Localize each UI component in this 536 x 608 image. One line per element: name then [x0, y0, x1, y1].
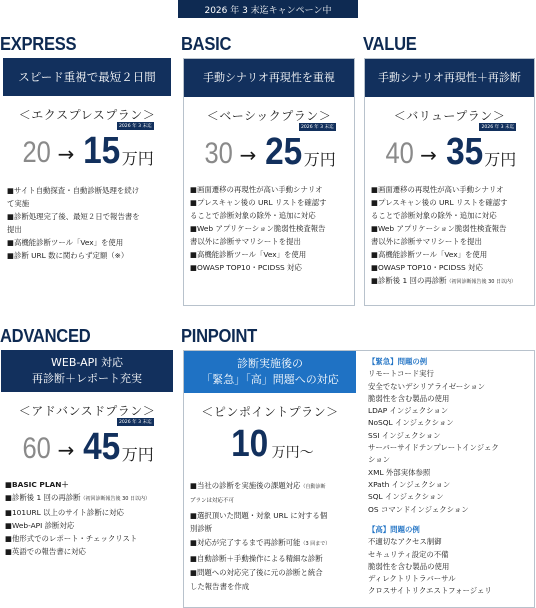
example-item: 安全でないデシリアライゼーション — [368, 381, 486, 391]
plan-card — [364, 58, 535, 306]
example-item: SQL インジェクション — [368, 492, 444, 502]
banner-line: 手動シナリオ再現性＋再診断 — [378, 71, 521, 85]
example-item: ディレクトリトラバーサル — [368, 574, 456, 584]
example-item: クロスサイトリクエストフォージェリ — [368, 586, 492, 596]
plan-name: BASIC — [181, 34, 232, 54]
new-price: 25 — [265, 131, 303, 173]
feature-item: ■高機能診断ツール「Vex」を使用 — [190, 250, 307, 259]
banner-line: スピード重視で最短２日間 — [18, 69, 156, 84]
plan-card — [1, 350, 173, 608]
banner-line: 診断実施後の — [237, 357, 303, 371]
feature-item: ることで診断対象の除外・追加に対応 — [371, 211, 497, 220]
plan-label: ＜ベーシックプラン＞ — [206, 109, 332, 123]
price-row — [184, 423, 356, 465]
example-item: LDAP インジェクション — [368, 406, 449, 416]
example-item: サーバーサイドテンプレートインジェク — [368, 443, 499, 453]
feature-text: ■対応が完了するまで再診断可能 — [190, 538, 301, 548]
feature-note: （初回診断報告後 30 日以内） — [80, 496, 151, 502]
banner-line: WEB-API 対応 — [51, 356, 123, 370]
feature-note: （自動診断 — [300, 484, 326, 490]
new-price: 45 — [83, 426, 121, 468]
feature-item: ■プレスキャン後の URL リストを確認す — [190, 198, 327, 207]
example-item: OS コマンドインジェクション — [368, 504, 469, 514]
feature-list — [7, 184, 140, 262]
feature-item: ■BASIC PLAN＋ — [5, 480, 69, 489]
plan-banner — [1, 350, 173, 392]
example-item: リモートコード実行 — [368, 369, 434, 379]
feature-item: ■英語での報告書に対応 — [5, 547, 86, 556]
plan-express — [0, 34, 174, 306]
plan-name: ADVANCED — [0, 326, 91, 346]
plan-value — [363, 34, 536, 306]
feature-item: ■自動診断＋手動操作による精細な診断 — [190, 553, 323, 563]
price-row — [1, 420, 173, 468]
example-item: 脆弱性を含む製品の使用 — [368, 393, 450, 403]
plan-card — [3, 58, 171, 306]
example-item: NoSQL インジェクション — [368, 418, 454, 428]
new-price-group — [441, 125, 517, 173]
price-unit: 万円～ — [271, 445, 314, 462]
feature-item: ■サイト自動探査・自動診断処理を続け — [7, 186, 140, 195]
feature-item — [190, 536, 356, 552]
feature-item: ることで診断対象の除外・追加に対応 — [190, 211, 316, 220]
banner-line: 「緊急」「高」問題への対応 — [201, 373, 339, 386]
banner-line: 再診断＋レポート充実 — [32, 372, 142, 385]
campaign-badge: 2026 年 3 末迄 — [300, 125, 334, 130]
new-price-group — [260, 125, 336, 173]
feature-item: 別診断 — [190, 524, 213, 534]
plan-name: EXPRESS — [0, 34, 77, 54]
feature-item: ■高機能診断ツール「Vex」を使用 — [7, 238, 124, 247]
feature-list — [371, 183, 516, 289]
feature-note: （初回診断報告後 30 日以内） — [446, 279, 517, 285]
plan-banner — [365, 59, 534, 97]
campaign-badge: 2026 年 3 末迄 — [481, 125, 515, 130]
example-item: セキュリティ設定の不備 — [368, 549, 449, 559]
old-price: 30 — [204, 137, 234, 171]
feature-item: ■画面遷移の再現性が高い手動シナリオ — [190, 185, 323, 194]
feature-item: プランは対応不可 — [190, 497, 235, 504]
plan-banner — [184, 351, 356, 393]
plan-label: ＜バリュープラン＞ — [393, 109, 506, 123]
feature-item: ■プレスキャン後の URL リストを確認す — [371, 198, 508, 207]
new-price: 15 — [83, 130, 121, 172]
feature-item: ■OWASP TOP10・PCIDSS 対応 — [371, 263, 483, 272]
campaign-badge: 2026 年 3 末迄 — [118, 420, 152, 425]
price-unit: 万円 — [303, 150, 336, 170]
arrow-icon: → — [239, 143, 257, 168]
price-unit: 万円 — [484, 150, 517, 170]
feature-item — [371, 274, 516, 289]
new-price-group — [78, 420, 154, 468]
example-item: XPath インジェクション — [368, 479, 451, 489]
arrow-icon: → — [57, 142, 75, 167]
urgent-examples — [368, 356, 499, 516]
feature-item: 提出 — [7, 225, 22, 234]
price-row — [184, 125, 354, 173]
feature-list — [5, 478, 150, 558]
feature-note: （3 回まで） — [300, 541, 331, 548]
feature-item: した報告書を作成 — [190, 581, 250, 591]
feature-item: ■画面遷移の再現性が高い手動シナリオ — [371, 185, 504, 194]
plan-label: ＜エクスプレスプラン＞ — [18, 108, 156, 122]
price-unit: 万円 — [121, 149, 154, 169]
high-heading: 【高】問題の例 — [368, 525, 420, 534]
feature-item — [190, 479, 356, 495]
campaign-banner: 2026 年 3 末迄キャンペーン中 — [178, 0, 358, 18]
plan-label: ＜ピンポイントプラン＞ — [201, 405, 339, 419]
plan-banner — [3, 58, 171, 96]
feature-text: ■診断後 1 回の再診断 — [5, 493, 81, 502]
old-price: 60 — [22, 432, 52, 466]
feature-text: ■診断後 1 回の再診断 — [371, 276, 447, 285]
feature-item: ■Web アプリケーション脆弱性検査報告 — [190, 224, 326, 233]
new-price: 35 — [445, 131, 484, 173]
feature-item: ■Web-API 診断対応 — [5, 521, 75, 530]
plan-label: ＜アドバンスドプラン＞ — [18, 404, 156, 418]
arrow-icon: → — [420, 143, 437, 168]
new-price-group — [78, 124, 154, 172]
example-item: SSI インジェクション — [368, 430, 441, 440]
feature-item: ■101URL 以上のサイト診断に対応 — [5, 508, 124, 517]
example-item: ション — [368, 455, 391, 465]
example-item: 脆弱性を含む製品の使用 — [368, 561, 450, 571]
example-item: XML 外部実体参照 — [368, 467, 431, 477]
old-price: 20 — [22, 136, 52, 170]
plan-banner — [184, 59, 354, 97]
plan-name: VALUE — [363, 34, 417, 54]
price-row — [365, 125, 534, 173]
feature-list — [190, 479, 356, 593]
old-price: 40 — [385, 137, 414, 171]
campaign-badge: 2026 年 3 末迄 — [118, 124, 152, 129]
price-row — [3, 124, 171, 172]
example-item: 不適切なアクセス制御 — [368, 537, 442, 547]
arrow-icon: → — [57, 438, 75, 463]
feature-item: ■選択頂いた問題・対象 URL に対する個 — [190, 510, 328, 520]
high-examples — [368, 524, 492, 598]
feature-item: 書以外に診断サマリシートを提出 — [190, 237, 301, 246]
price-unit: 万円 — [121, 445, 154, 465]
urgent-heading: 【緊急】問題の例 — [368, 357, 428, 366]
feature-item: ■診断 URL 数に関わらず定額（※） — [7, 251, 129, 260]
plan-advanced — [0, 326, 174, 608]
feature-item: ■問題への対応完了後に元の診断と統合 — [190, 567, 323, 577]
feature-item: ■OWASP TOP10・PCIDSS 対応 — [190, 263, 302, 272]
feature-list — [190, 183, 327, 274]
feature-item: て実施 — [7, 199, 30, 208]
plan-card — [183, 58, 355, 306]
feature-item: ■高機能診断ツール「Vex」を使用 — [371, 250, 488, 259]
feature-text: ■当社の診断を実施後の課題対応 — [190, 481, 301, 490]
feature-item: ■Web アプリケーション脆弱性検査報告 — [371, 224, 507, 233]
plan-name: PINPOINT — [181, 326, 258, 346]
banner-line: 手動シナリオ再現性を重視 — [203, 71, 335, 85]
feature-item — [5, 491, 150, 506]
plan-basic — [181, 34, 357, 306]
feature-item: ■他形式でのレポート・チェックリスト — [5, 534, 138, 543]
new-price: 10 — [231, 423, 269, 465]
feature-item: 書以外に診断サマリシートを提出 — [371, 237, 482, 246]
feature-item: ■診断処理完了後、最短２日で報告書を — [7, 212, 140, 221]
